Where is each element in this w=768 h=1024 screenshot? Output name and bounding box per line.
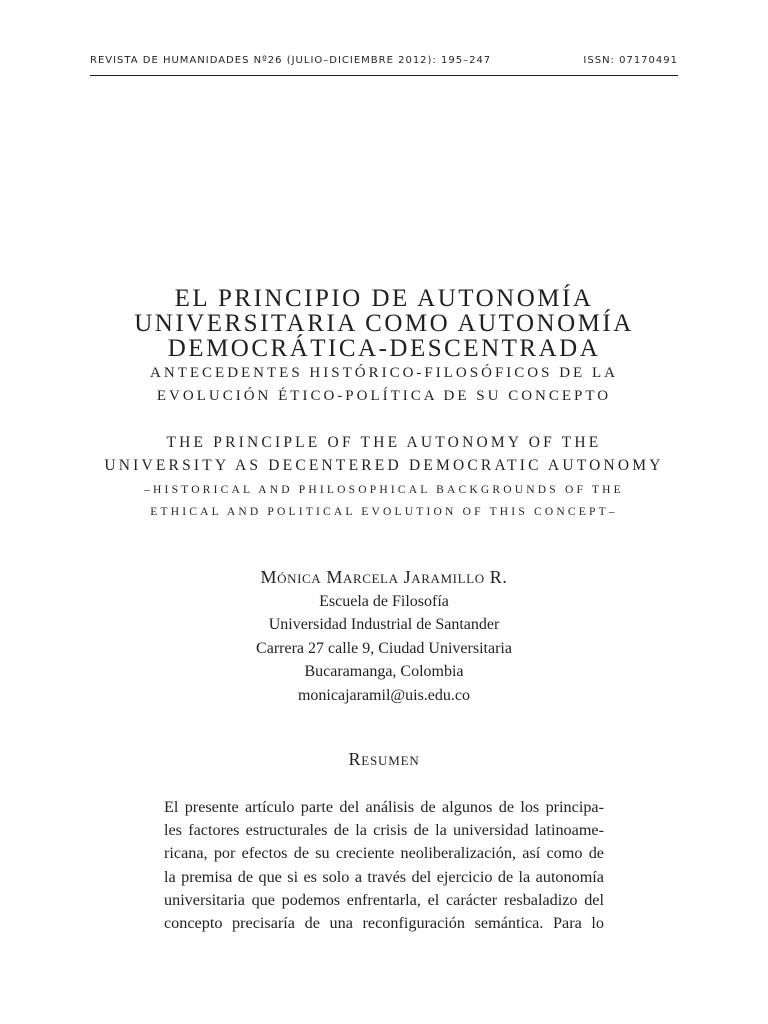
title-spanish xyxy=(60,286,708,361)
affiliation-line: Universidad Industrial de Santander xyxy=(268,616,500,633)
subtitle-en-line: –HISTORICAL AND PHILOSOPHICAL BACKGROUNDS OF THE xyxy=(144,484,624,496)
issn-label: ISSN: 07170491 xyxy=(583,55,678,66)
subtitle-es-line: EVOLUCIÓN ÉTICO-POLÍTICA DE SU CONCEPTO xyxy=(156,388,612,404)
abstract-line: universitaria que podemos enfrentarla, el carácter resbaladizo del xyxy=(164,890,604,909)
header-rule xyxy=(90,75,678,76)
abstract-line: El presente artículo parte del análisis de algunos de los principa- xyxy=(164,798,604,816)
abstract-line: ricana, por efectos de su creciente neoliberalización, así como de xyxy=(164,844,604,863)
affiliation-line: Escuela de Filosofía xyxy=(319,592,449,610)
title-es-line: UNIVERSITARIA COMO AUTONOMÍA xyxy=(134,310,634,337)
title-english xyxy=(40,431,728,477)
title-en-line: UNIVERSITY AS DECENTERED DEMOCRATIC AUTONOMY xyxy=(104,457,664,474)
author-name: Mónica Marcela Jaramillo R. xyxy=(260,567,508,587)
subtitle-es-line: ANTECEDENTES HISTÓRICO-FILOSÓFICOS DE LA xyxy=(150,365,618,381)
title-es-line: EL PRINCIPIO DE AUTONOMÍA xyxy=(174,285,594,312)
title-es-line: DEMOCRÁTICA-DESCENTRADA xyxy=(167,335,601,362)
author-block xyxy=(134,566,634,707)
affiliation-line: Bucaramanga, Colombia xyxy=(304,663,464,680)
running-header xyxy=(90,55,678,66)
subtitle-english xyxy=(40,479,728,523)
journal-citation: REVISTA DE HUMANIDADES Nº26 (JULIO–DICIEMBRE 2012): 195–247 xyxy=(90,55,492,66)
subtitle-en-line: ETHICAL AND POLITICAL EVOLUTION OF THIS CONCEPT– xyxy=(150,506,618,518)
subtitle-spanish xyxy=(60,362,708,408)
abstract-line: la premisa de que si es solo a través del ejercicio de la autonomía xyxy=(164,867,604,886)
title-en-line: THE PRINCIPLE OF THE AUTONOMY OF THE xyxy=(166,434,602,451)
author-email: monicajaramil@uis.edu.co xyxy=(297,686,470,704)
affiliation-line: Carrera 27 calle 9, Ciudad Universitaria xyxy=(256,639,512,657)
resumen-heading: Resumen xyxy=(348,749,420,769)
abstract-line: les factores estructurales de la crisis de la universidad latinoame- xyxy=(164,821,604,840)
abstract-line: concepto precisaría de una reconfiguración semántica. Para lo xyxy=(164,914,604,933)
abstract-paragraph xyxy=(164,796,604,935)
